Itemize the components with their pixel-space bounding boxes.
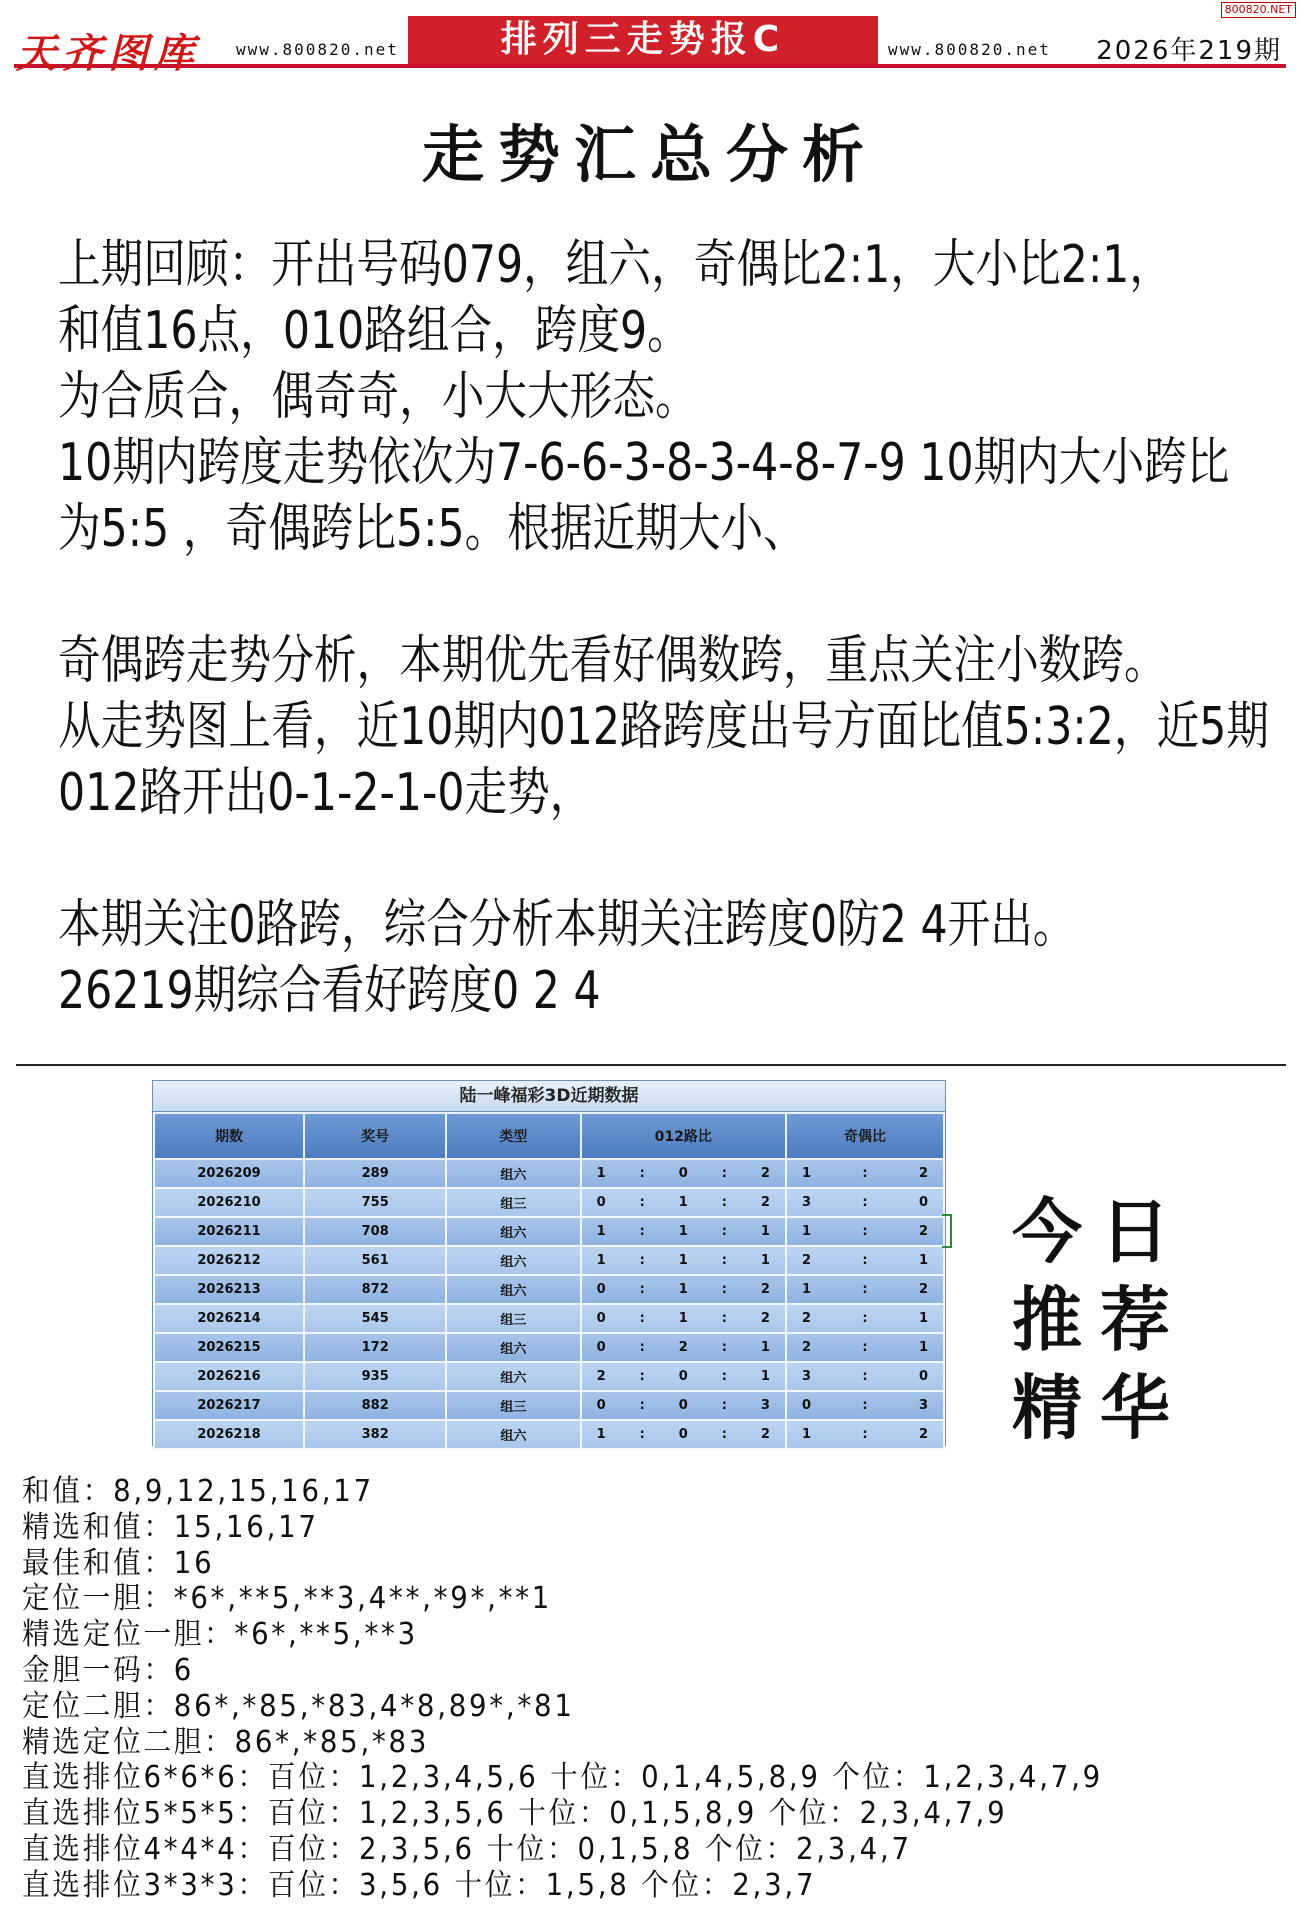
analysis-line: 从走势图上看，近10期内012路跨度出号方面比值5:3:2，近5期: [58, 697, 1269, 757]
ratio-sep: :: [639, 1166, 645, 1181]
pick-line: 和值：8,9,12,15,16,17: [22, 1474, 374, 1509]
road-2: 1: [760, 1224, 770, 1239]
ratio-sep: :: [862, 1369, 868, 1384]
pick-line: 精选定位一胆：*6*,**5,**3: [22, 1617, 418, 1653]
ratio-sep: :: [721, 1166, 727, 1181]
pick-line: 定位二胆：86*,*85,*83,4*8,89*,*81: [22, 1688, 575, 1724]
logo: 天齐图库: [16, 30, 200, 77]
even-count: 2: [918, 1427, 928, 1442]
table-row: [154, 1304, 944, 1333]
analysis-line: 26219期综合看好跨度0 2 4: [58, 961, 601, 1021]
analysis-text: [58, 232, 1288, 1024]
page-title: 走势汇总分析: [421, 118, 878, 191]
report-banner: 排列三走势报C: [408, 16, 878, 64]
cell-issue: 2026215: [154, 1333, 304, 1362]
pick-line: 直选排位3*3*3：百位：3,5,6 十位：1,5,8 个位：2,3,7: [22, 1867, 817, 1903]
analysis-line: 为5:5 ，奇偶跨比5:5。根据近期大小、: [58, 499, 806, 559]
cell-road-ratio: [581, 1159, 786, 1188]
ratio-sep: :: [721, 1398, 727, 1413]
cell-type: 组六: [446, 1159, 580, 1188]
analysis-line: 10期内跨度走势依次为7-6-6-3-8-3-4-8-7-9 10期内大小跨比: [58, 433, 1230, 493]
odd-count: 3: [801, 1369, 812, 1384]
cell-road-ratio: [581, 1420, 786, 1449]
analysis-line: 奇偶跨走势分析，本期优先看好偶数跨，重点关注小数跨。: [58, 631, 1167, 691]
corner-site-tag: 800820.NET: [1221, 2, 1296, 18]
odd-count: 1: [801, 1427, 812, 1442]
cell-odd-even-ratio: [786, 1304, 944, 1333]
road-2: 2: [760, 1427, 770, 1442]
cell-road-ratio: [581, 1304, 786, 1333]
road-2: 2: [760, 1311, 770, 1326]
table-row: [154, 1188, 944, 1217]
pick-line: 金胆一码：6: [22, 1652, 195, 1688]
cell-issue: 2026210: [154, 1188, 304, 1217]
pick-line: 精选和值：15,16,17: [22, 1509, 319, 1545]
odd-count: 0: [801, 1398, 812, 1413]
ratio-sep: :: [862, 1427, 868, 1442]
road-0: 1: [596, 1166, 606, 1181]
analysis-line: 本期关注0路跨，综合分析本期关注跨度0防2 4开出。: [58, 895, 1076, 955]
ratio-sep: :: [639, 1369, 645, 1384]
cell-issue: 2026216: [154, 1362, 304, 1391]
cell-odd-even-ratio: [786, 1188, 944, 1217]
odd-count: 2: [801, 1311, 812, 1326]
today-line: 精华: [1012, 1367, 1188, 1449]
cell-odd-even-ratio: [786, 1391, 944, 1420]
analysis-gap: [58, 562, 1288, 628]
cell-number: 172: [304, 1333, 446, 1362]
road-2: 3: [760, 1398, 770, 1413]
pick-line: 直选排位5*5*5：百位：1,2,3,5,6 十位：0,1,5,8,9 个位：2,3,4,7,9: [22, 1796, 1008, 1832]
ratio-sep: :: [862, 1166, 868, 1181]
road-1: 1: [678, 1311, 688, 1326]
road-0: 1: [596, 1224, 606, 1239]
ratio-sep: :: [639, 1282, 645, 1297]
ratio-sep: :: [639, 1195, 645, 1210]
table-row: [154, 1420, 944, 1449]
even-count: 1: [918, 1340, 928, 1355]
site-url-right: www.800820.net: [888, 40, 1051, 59]
table-row: [154, 1217, 944, 1246]
cell-number: 882: [304, 1391, 446, 1420]
divider: [16, 1064, 1286, 1066]
odd-count: 1: [801, 1282, 812, 1297]
cell-number: 708: [304, 1217, 446, 1246]
cell-odd-even-ratio: [786, 1420, 944, 1449]
ratio-sep: :: [721, 1195, 727, 1210]
today-line: 推荐: [1012, 1279, 1188, 1361]
even-count: 1: [918, 1311, 928, 1326]
odd-count: 1: [801, 1166, 812, 1181]
cell-odd-even-ratio: [786, 1246, 944, 1275]
even-count: 2: [918, 1166, 928, 1181]
cell-number: 545: [304, 1304, 446, 1333]
cell-type: 组六: [446, 1246, 580, 1275]
cell-odd-even-ratio: [786, 1159, 944, 1188]
cell-issue: 2026218: [154, 1420, 304, 1449]
col-header-issue: 期数: [154, 1113, 304, 1159]
pick-line: 直选排位4*4*4：百位：2,3,5,6 十位：0,1,5,8 个位：2,3,4,7: [22, 1831, 912, 1867]
cell-road-ratio: [581, 1217, 786, 1246]
ratio-sep: :: [639, 1311, 645, 1326]
road-2: 2: [760, 1282, 770, 1297]
table-row: [154, 1391, 944, 1420]
even-count: 2: [918, 1224, 928, 1239]
pick-line: 精选定位二胆：86*,*85,*83: [22, 1724, 430, 1760]
cell-type: 组六: [446, 1333, 580, 1362]
ratio-sep: :: [862, 1253, 868, 1268]
road-1: 1: [678, 1224, 688, 1239]
col-header-odd-even: 奇偶比: [786, 1113, 944, 1159]
ratio-sep: :: [862, 1340, 868, 1355]
table-row: [154, 1333, 944, 1362]
road-0: 0: [596, 1340, 606, 1355]
even-count: 0: [918, 1369, 928, 1384]
ratio-sep: :: [639, 1224, 645, 1239]
cell-odd-even-ratio: [786, 1333, 944, 1362]
ratio-sep: :: [639, 1253, 645, 1268]
road-1: 0: [678, 1369, 688, 1384]
road-0: 0: [596, 1195, 606, 1210]
cell-number: 561: [304, 1246, 446, 1275]
ratio-sep: :: [639, 1340, 645, 1355]
col-header-road: 012路比: [581, 1113, 786, 1159]
road-1: 0: [678, 1427, 688, 1442]
cell-number: 289: [304, 1159, 446, 1188]
odd-count: 1: [801, 1224, 812, 1239]
road-0: 0: [596, 1311, 606, 1326]
road-2: 1: [760, 1369, 770, 1384]
road-2: 2: [760, 1166, 770, 1181]
cell-issue: 2026213: [154, 1275, 304, 1304]
ratio-sep: :: [862, 1282, 868, 1297]
cell-odd-even-ratio: [786, 1275, 944, 1304]
analysis-gap: [58, 826, 1288, 892]
road-0: 0: [596, 1398, 606, 1413]
even-count: 1: [918, 1253, 928, 1268]
table-row: [154, 1246, 944, 1275]
cell-type: 组六: [446, 1362, 580, 1391]
even-count: 2: [918, 1282, 928, 1297]
road-1: 1: [678, 1282, 688, 1297]
cell-road-ratio: [581, 1362, 786, 1391]
ratio-sep: :: [721, 1253, 727, 1268]
odd-count: 3: [801, 1195, 812, 1210]
cell-type: 组三: [446, 1391, 580, 1420]
today-line: 今日: [1012, 1191, 1188, 1273]
cell-issue: 2026212: [154, 1246, 304, 1275]
page-header: [14, 16, 1286, 77]
cell-number: 755: [304, 1188, 446, 1217]
even-count: 3: [918, 1398, 928, 1413]
road-0: 1: [596, 1427, 606, 1442]
cell-type: 组三: [446, 1304, 580, 1333]
table-row: [154, 1362, 944, 1391]
pick-line: 直选排位6*6*6：百位：1,2,3,4,5,6 十位：0,1,4,5,8,9 个位：1,2,3,4,7,9: [22, 1760, 1103, 1796]
ratio-sep: :: [639, 1427, 645, 1442]
even-count: 0: [918, 1195, 928, 1210]
cell-road-ratio: [581, 1275, 786, 1304]
analysis-line: 上期回顾：开出号码079，组六，奇偶比2:1，大小比2:1，: [58, 235, 1173, 295]
cell-odd-even-ratio: [786, 1217, 944, 1246]
cell-type: 组三: [446, 1188, 580, 1217]
issue-number: 2026年219期: [1096, 36, 1282, 66]
cell-type: 组六: [446, 1217, 580, 1246]
cell-number: 382: [304, 1420, 446, 1449]
ratio-sep: :: [862, 1224, 868, 1239]
odd-count: 2: [801, 1253, 812, 1268]
road-0: 0: [596, 1282, 606, 1297]
ratio-sep: :: [862, 1311, 868, 1326]
col-header-number: 奖号: [304, 1113, 446, 1159]
table-row: [154, 1275, 944, 1304]
ratio-sep: :: [721, 1224, 727, 1239]
analysis-line: 和值16点，010路组合，跨度9。: [58, 301, 690, 361]
data-grid: [153, 1112, 945, 1450]
road-1: 1: [678, 1253, 688, 1268]
ratio-sep: :: [639, 1398, 645, 1413]
road-0: 2: [596, 1369, 606, 1384]
pick-line: 最佳和值：16: [22, 1545, 215, 1581]
ratio-sep: :: [721, 1340, 727, 1355]
cell-issue: 2026214: [154, 1304, 304, 1333]
cell-issue: 2026211: [154, 1217, 304, 1246]
analysis-line: 为合质合，偶奇奇，小大大形态。: [58, 367, 698, 427]
table-title: 陆一峰福彩3D近期数据: [153, 1081, 945, 1112]
ratio-sep: :: [862, 1398, 868, 1413]
cell-odd-even-ratio: [786, 1362, 944, 1391]
cell-road-ratio: [581, 1188, 786, 1217]
ratio-sep: :: [721, 1427, 727, 1442]
cell-type: 组六: [446, 1275, 580, 1304]
cell-number: 935: [304, 1362, 446, 1391]
cell-road-ratio: [581, 1333, 786, 1362]
ratio-sep: :: [721, 1369, 727, 1384]
ratio-sep: :: [862, 1195, 868, 1210]
cell-type: 组六: [446, 1420, 580, 1449]
road-2: 2: [760, 1195, 770, 1210]
recent-data-table: [152, 1080, 946, 1446]
today-recommend: [1012, 1188, 1188, 1452]
pick-line: 定位一胆：*6*,**5,**3,4**,*9*,**1: [22, 1581, 553, 1617]
table-row: [154, 1159, 944, 1188]
cell-road-ratio: [581, 1391, 786, 1420]
ratio-sep: :: [721, 1311, 727, 1326]
site-url-left: www.800820.net: [236, 40, 399, 59]
road-1: 0: [678, 1166, 688, 1181]
road-2: 1: [760, 1340, 770, 1355]
cell-issue: 2026217: [154, 1391, 304, 1420]
analysis-line: 012路开出0-1-2-1-0走势，: [58, 763, 593, 823]
col-header-type: 类型: [446, 1113, 580, 1159]
cell-number: 872: [304, 1275, 446, 1304]
road-1: 1: [678, 1195, 688, 1210]
cell-road-ratio: [581, 1246, 786, 1275]
cell-issue: 2026209: [154, 1159, 304, 1188]
road-1: 0: [678, 1398, 688, 1413]
road-1: 2: [678, 1340, 688, 1355]
road-0: 1: [596, 1253, 606, 1268]
odd-count: 2: [801, 1340, 812, 1355]
picks-list: [22, 1474, 1103, 1904]
road-2: 1: [760, 1253, 770, 1268]
ratio-sep: :: [721, 1282, 727, 1297]
side-bracket: [942, 1214, 952, 1248]
